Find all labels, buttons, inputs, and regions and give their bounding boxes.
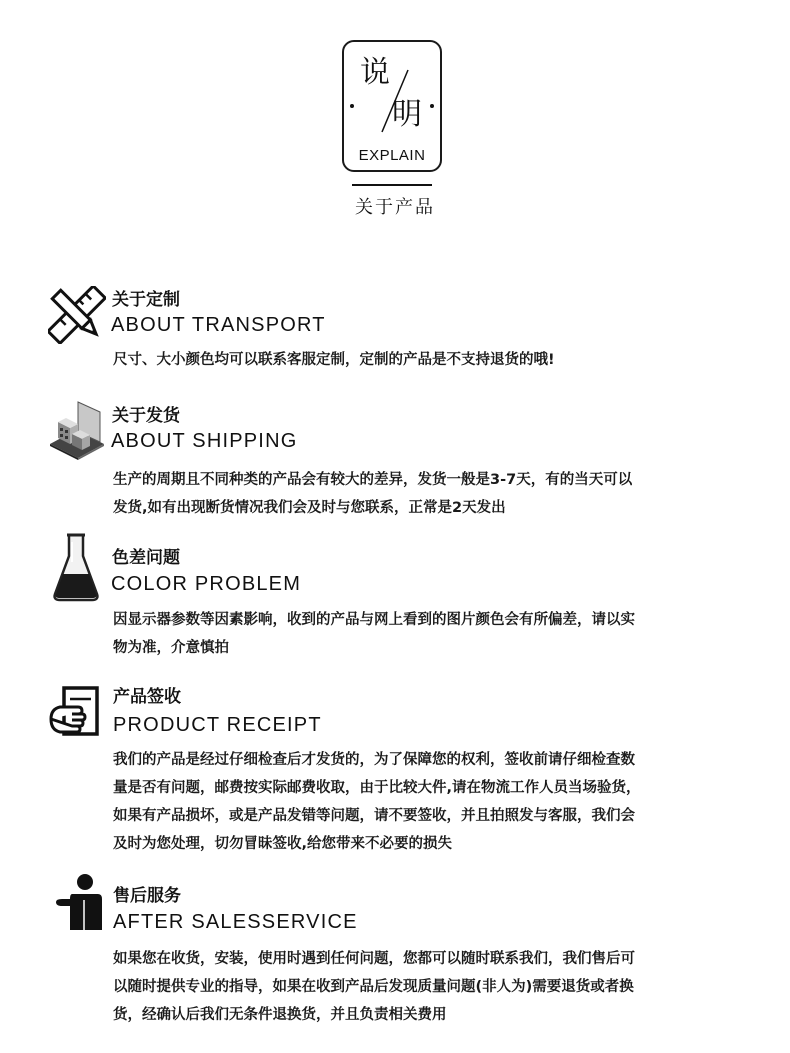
section-body <box>113 346 753 374</box>
section-title-cn: 产品签收 <box>113 687 181 707</box>
section-body <box>113 945 753 1029</box>
body-line: 以随时提供专业的指导，如果在收到产品后发现质量问题(非人为)需要退货或者换 <box>113 979 634 995</box>
section-title-en: ABOUT TRANSPORT <box>111 314 326 336</box>
section-title-en: ABOUT SHIPPING <box>111 430 298 452</box>
badge-char-1: 说 <box>360 55 390 90</box>
body-line: 物为准，介意慎拍 <box>113 640 229 656</box>
body-line: 因显示器参数等因素影响，收到的产品与网上看到的图片颜色会有所偏差，请以实 <box>113 612 635 628</box>
badge-dot-left <box>350 104 354 108</box>
flask-icon <box>52 532 100 602</box>
service-person-icon <box>52 872 104 932</box>
body-line: 如果您在收货，安装，使用时遇到任何问题，您都可以随时联系我们，我们售后可 <box>113 951 635 967</box>
body-line: 生产的周期且不同种类的产品会有较大的差异，发货一般是3-7天，有的当天可以 <box>113 472 633 488</box>
header-divider <box>352 184 432 186</box>
section-title-cn: 色差问题 <box>112 548 180 568</box>
warehouse-shipping-icon <box>48 400 106 460</box>
section-title-cn: 关于发货 <box>112 406 180 426</box>
section-title-cn: 售后服务 <box>113 886 181 906</box>
body-line: 量是否有问题，邮费按实际邮费收取，由于比较大件,请在物流工作人员当场验货， <box>113 780 641 796</box>
page-subtitle: 关于产品 <box>355 197 435 218</box>
body-line: 我们的产品是经过仔细检查后才发货的，为了保障您的权利，签收前请仔细检查数 <box>113 752 635 768</box>
section-body <box>113 746 753 858</box>
ruler-pencil-icon <box>48 286 106 344</box>
section-title-cn: 关于定制 <box>112 290 180 310</box>
body-line: 如果有产品损坏，或是产品发错等问题，请不要签收，并且拍照发与客服，我们会 <box>113 808 635 824</box>
section-title-en: PRODUCT RECEIPT <box>113 714 322 736</box>
badge-explain-label: EXPLAIN <box>358 147 426 164</box>
section-body <box>113 466 753 522</box>
body-line: 货，经确认后我们无条件退换货，并且负责相关费用 <box>113 1007 447 1023</box>
explain-badge <box>342 40 442 172</box>
section-title-en: AFTER SALESSERVICE <box>113 911 358 933</box>
body-line: 发货,如有出现断货情况我们会及时与您联系，正常是2天发出 <box>113 500 506 516</box>
hand-document-icon <box>48 685 102 739</box>
badge-dot-right <box>430 104 434 108</box>
badge-char-2: 明 <box>392 97 422 132</box>
section-title-en: COLOR PROBLEM <box>111 573 302 595</box>
body-line: 及时为您处理，切勿冒昧签收,给您带来不必要的损失 <box>113 836 453 852</box>
section-body <box>113 606 753 662</box>
body-line: 尺寸、大小颜色均可以联系客服定制，定制的产品是不支持退货的哦! <box>113 352 555 368</box>
